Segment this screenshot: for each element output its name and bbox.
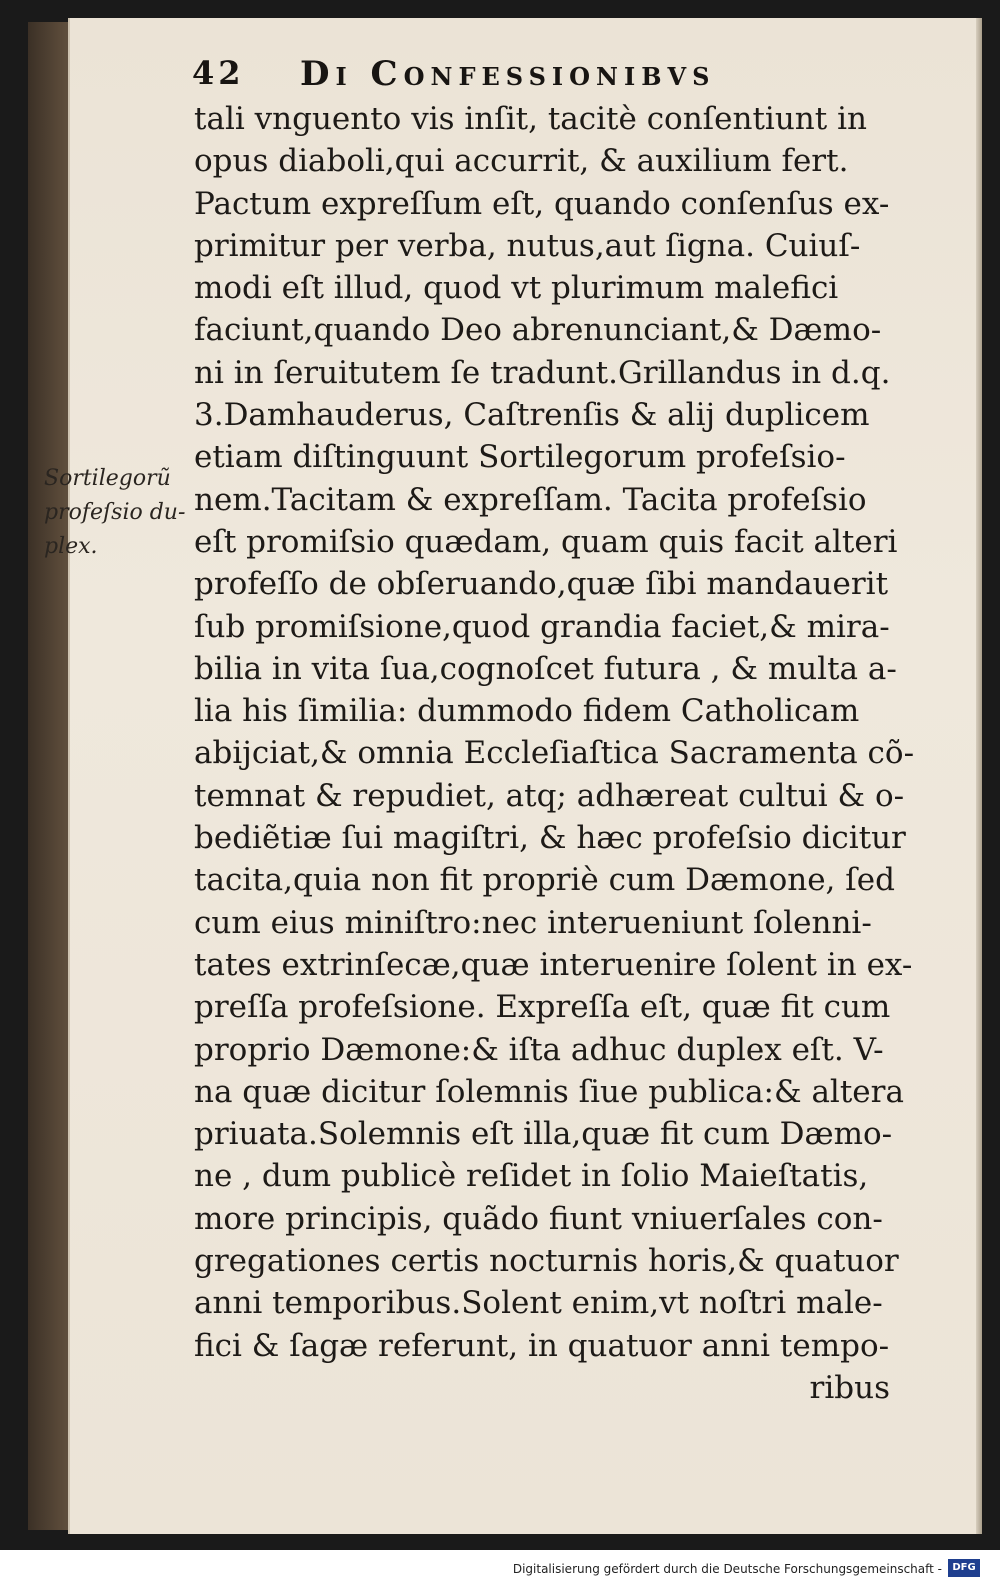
text-line: cum eius miniſtro:nec interueniunt ſolenni- [194,904,872,941]
margin-note-line: profeſsio du- [44,500,186,525]
text-line: faciunt,quando Deo abrenunciant,& Dæmo- [194,312,882,349]
page-number: 42 [192,54,245,92]
text-line: 3.Damhauderus, Caſtrenſis & alij duplicem [194,397,870,434]
text-line: bediẽtiæ ſui magiſtri, & hæc profeſsio dicitur [194,820,906,857]
text-line: ne , dum publicè reſidet in ſolio Maieſtatis, [194,1158,869,1195]
text-line: eſt promiſsio quædam, quam quis facit alteri [194,523,898,560]
dfg-logo-icon: DFG [948,1559,980,1577]
text-line: etiam diſtinguunt Sortilegorum profeſsio- [194,439,846,476]
text-line: more principis, quãdo fiunt vniuerſales con- [194,1200,883,1237]
text-line: fici & ſagæ referunt, in quatuor anni tempo- [194,1327,890,1364]
text-line: preſſa profeſsione. Expreſſa eſt, quæ fit cum [194,989,891,1026]
body-text [194,98,915,1409]
text-line: tates extrinſecæ,quæ interuenire ſolent in ex- [194,946,913,983]
text-line: na quæ dicitur ſolemnis ſiue publica:& altera [194,1073,904,1110]
page-edge [976,18,982,1534]
footer-credit: Digitalisierung gefördert durch die Deutsche Forschungsgemeinschaft - [512,1562,942,1576]
text-line: nem.Tacitam & expreſſam. Tacita profeſsio [194,481,867,518]
text-line: proprio Dæmone:& iſta adhuc duplex eſt. V- [194,1031,884,1068]
text-line: abijciat,& omnia Eccleſiaſtica Sacramenta cõ- [194,735,915,772]
text-line: temnat & repudiet, atq; adhæreat cultui & o- [194,777,905,814]
digitization-footer [0,1550,1000,1592]
catchword: ribus [809,1369,890,1406]
text-line: modi eſt illud, quod vt plurimum malefici [194,270,839,307]
text-line: bilia in vita ſua,cognoſcet futura , & multa a- [194,650,897,687]
text-line: gregationes certis nocturnis horis,& quatuor [194,1243,899,1280]
margin-note [44,462,186,564]
text-line: opus diaboli,qui accurrit, & auxilium fert. [194,143,849,180]
text-line: anni temporibus.Solent enim,vt noſtri male- [194,1285,883,1322]
text-line: Pactum expreſſum eſt, quando conſenſus ex- [194,185,890,222]
text-line: tali vnguento vis inſit, tacitè conſentiunt in [194,101,867,137]
margin-note-line: Sortilegorũ [44,466,171,491]
text-line: lia his ſimilia: dummodo fidem Catholicam [194,693,860,730]
margin-note-line: plex. [44,534,98,559]
text-line: tacita,quia non fit propriè cum Dæmone, ſed [194,862,895,899]
text-line: ſub promiſsione,quod grandia faciet,& mira- [194,608,890,645]
text-line: primitur per verba, nutus,aut ſigna. Cuiuſ- [194,227,861,264]
text-line: profeſſo de obſeruando,quæ ſibi mandauerit [194,566,889,603]
page-header [192,52,752,98]
running-title: Di Confessionibvs [300,54,716,94]
text-line: ni in ſeruitutem ſe tradunt.Grillandus in d.q. [194,354,891,391]
text-line: priuata.Solemnis eſt illa,quæ fit cum Dæmo- [194,1116,893,1153]
